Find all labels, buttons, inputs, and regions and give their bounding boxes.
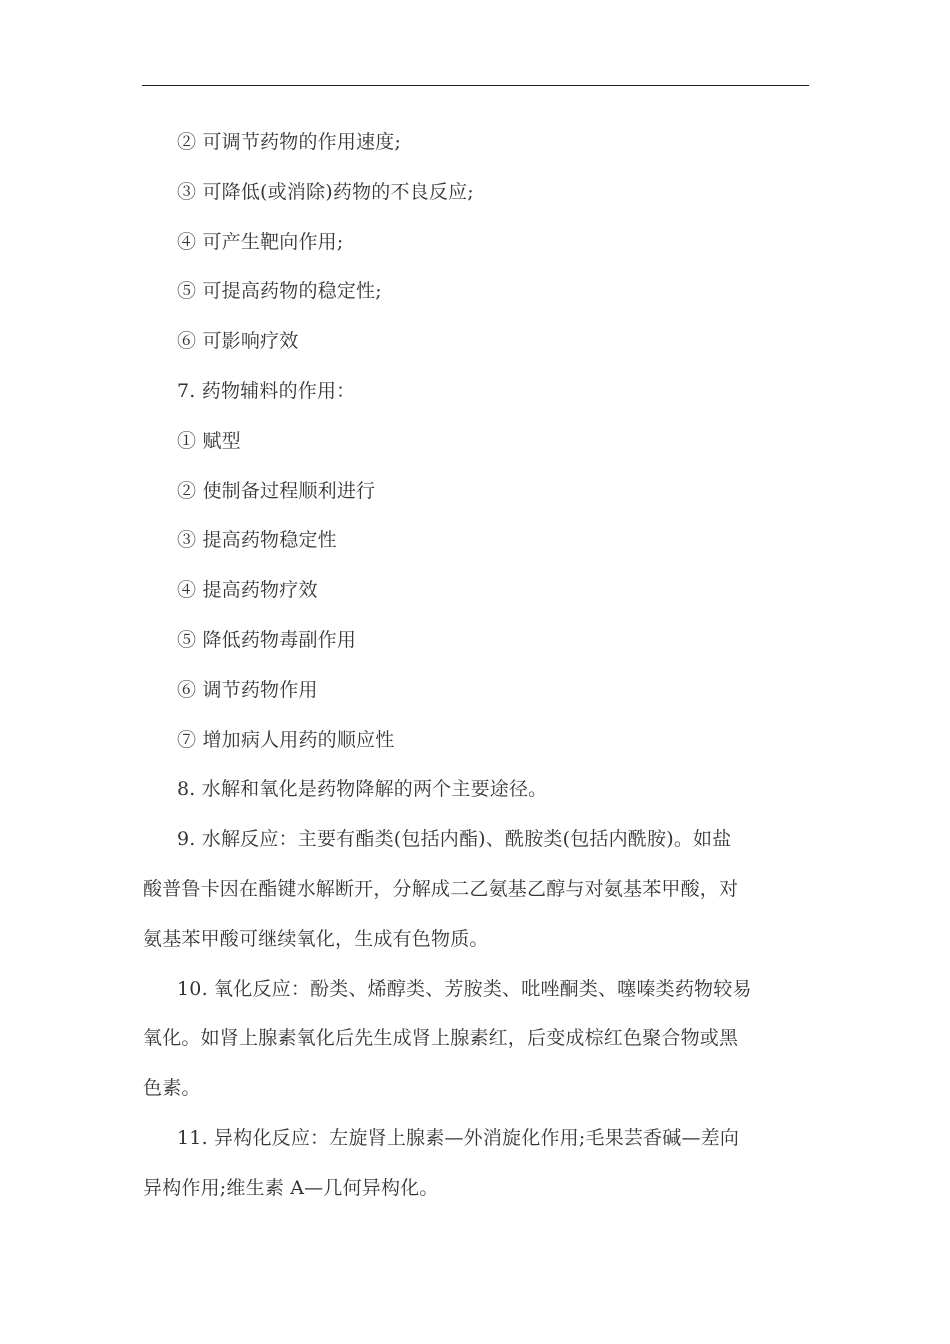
paragraph-line: 异构作用;维生素 A—几何异构化。 — [143, 1176, 439, 1199]
list-item: ② 可调节药物的作用速度; — [177, 131, 402, 153]
list-item: ③ 提高药物稳定性 — [177, 529, 337, 552]
list-item: ④ 可产生靶向作用; — [177, 230, 344, 253]
list-item: ③ 可降低(或消除)药物的不良反应; — [177, 180, 474, 203]
list-item: ⑦ 增加病人用药的顺应性 — [177, 728, 395, 751]
paragraph-line: 氨基苯甲酸可继续氧化，生成有色物质。 — [143, 927, 489, 950]
paragraph-line: 酸普鲁卡因在酯键水解断开，分解成二乙氨基乙醇与对氨基苯甲酸，对 — [143, 877, 739, 900]
section-heading: 7. 药物辅料的作用： — [177, 379, 356, 402]
paragraph-line: 11. 异构化反应：左旋肾上腺素—外消旋化作用;毛果芸香碱—差向 — [177, 1126, 740, 1149]
list-item: ⑥ 调节药物作用 — [177, 678, 318, 701]
paragraph-line: 氧化。如肾上腺素氧化后先生成肾上腺素红，后变成棕红色聚合物或黑 — [143, 1027, 739, 1050]
paragraph-line: 10. 氧化反应：酚类、烯醇类、芳胺类、吡唑酮类、噻嗪类药物较易 — [177, 977, 752, 1000]
list-item: ⑤ 降低药物毒副作用 — [177, 628, 357, 651]
paragraph-hydrolysis — [143, 815, 803, 964]
list-item: ⑥ 可影响疗效 — [177, 330, 299, 353]
paragraph-isomerization — [143, 1114, 803, 1214]
header-rule — [142, 85, 809, 86]
document-body — [143, 118, 803, 1214]
list-item: ④ 提高药物疗效 — [177, 579, 318, 602]
statement-line: 8. 水解和氧化是药物降解的两个主要途径。 — [177, 778, 548, 801]
list-item: ② 使制备过程顺利进行 — [177, 479, 376, 502]
list-item: ① 赋型 — [177, 429, 241, 452]
paragraph-oxidation — [143, 965, 803, 1114]
paragraph-line: 色素。 — [143, 1077, 201, 1100]
list-item: ⑤ 可提高药物的稳定性; — [177, 280, 382, 303]
paragraph-line: 9. 水解反应：主要有酯类(包括内酯)、酰胺类(包括内酰胺)。如盐 — [177, 828, 732, 851]
